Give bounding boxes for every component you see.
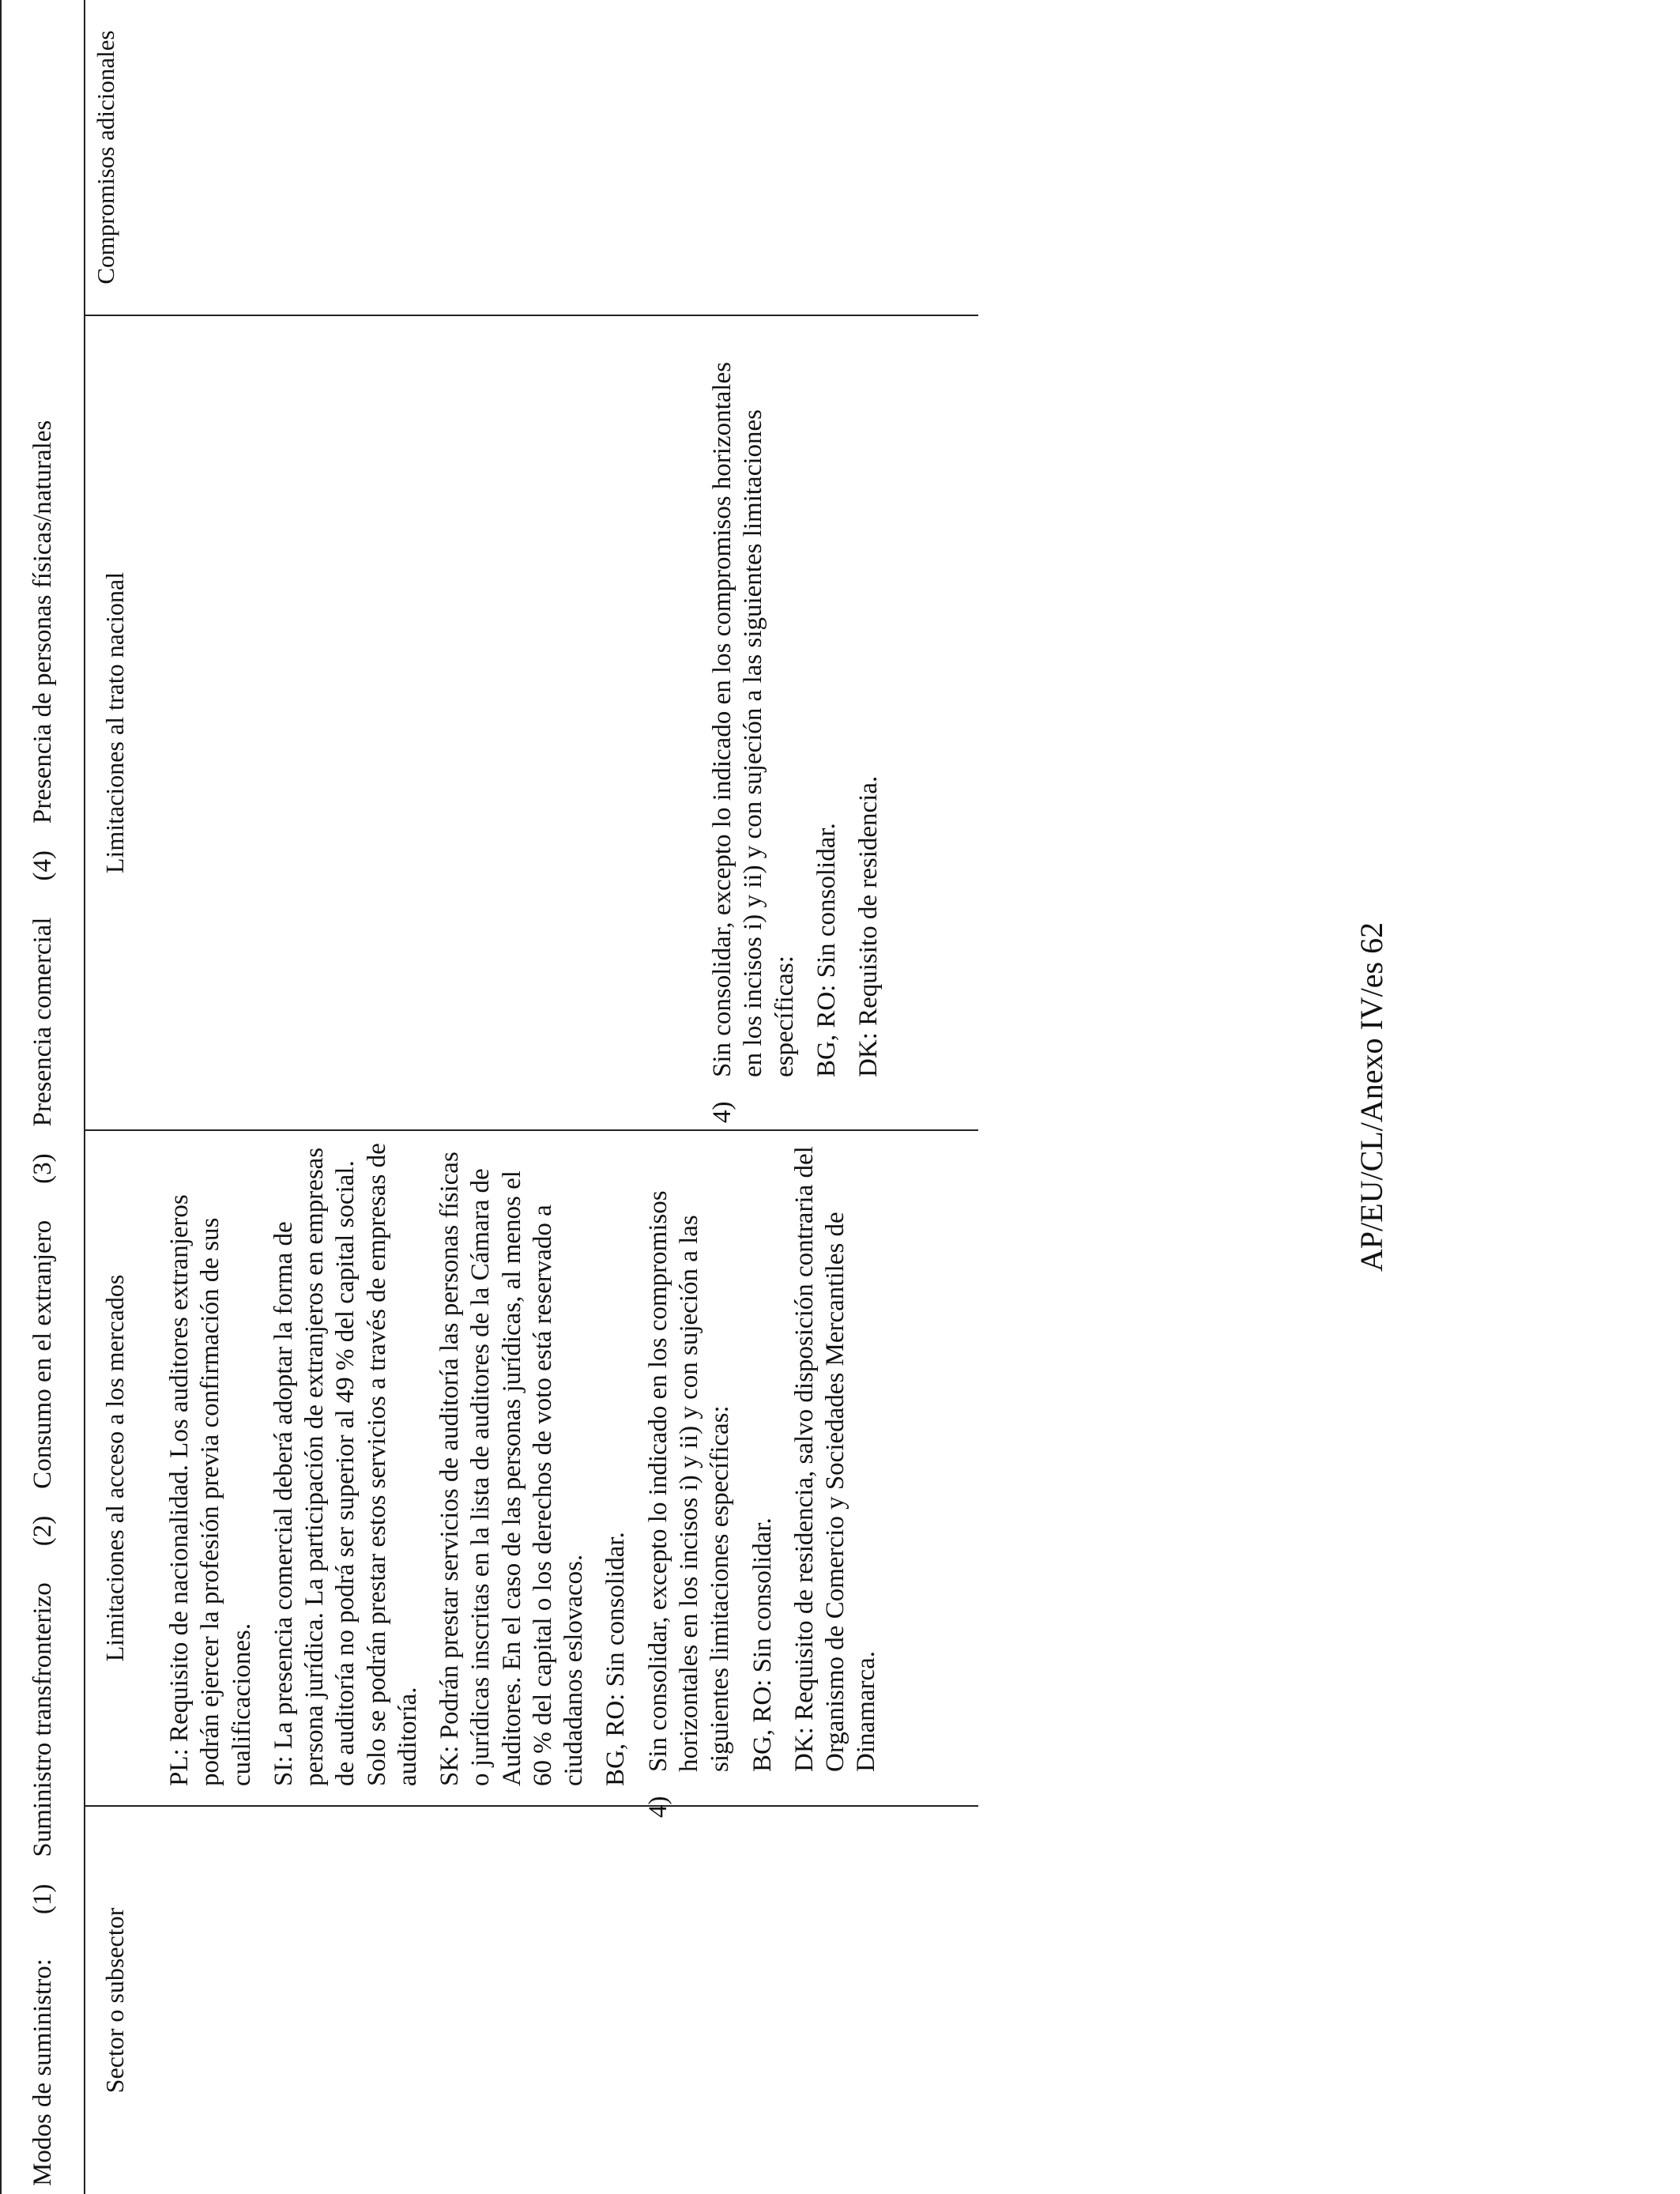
mode-3-number: (3) bbox=[28, 1153, 57, 1184]
market-access-mode4-bg-ro: BG, RO: Sin consolidar. bbox=[748, 1517, 777, 1772]
mode-1-number: (1) bbox=[28, 1883, 57, 1915]
modes-of-supply-row bbox=[0, 0, 85, 2194]
market-access-sk: SK: Podrán prestar servicios de auditoría las personas físicas o jurídicas inscritas en la lista de auditores de la Cámara de Auditores. En el caso de las personas jurídicas, al menos el 60 % del capital o los derechos de voto está reservado a ciudadanos eslovacos. bbox=[435, 1152, 589, 1786]
mode-4-label: Presencia de personas físicas/naturales bbox=[28, 420, 57, 824]
header-additional-commitments: Compromisos adicionales bbox=[92, 30, 119, 285]
national-treatment-mode4-text: Sin consolidar, excepto lo indicado en los compromisos horizontales en los incisos i) y ii) y con sujeción a las siguientes limitaciones específicas: bbox=[708, 361, 799, 1077]
header-sector: Sector o subsector bbox=[100, 1907, 129, 2094]
national-treatment-mode4-bg-ro: BG, RO: Sin consolidar. bbox=[812, 823, 841, 1077]
market-access-mode-4 bbox=[643, 1138, 883, 1818]
modes-title: Modos de suministro: bbox=[28, 1958, 57, 2186]
market-access-si: SI: La presencia comercial deberá adoptar la forma de persona jurídica. La participación de extranjeros en empresas de auditoría no podrá ser superior al 49 % del capital social. Solo se podrán prestar estos servicios a través de empresas de auditoría. bbox=[269, 1143, 422, 1786]
national-treatment-cell bbox=[707, 333, 895, 1123]
mode-4-number: (4) bbox=[28, 850, 57, 881]
column-divider bbox=[85, 1129, 978, 1131]
mode-2-number: (2) bbox=[28, 1515, 57, 1547]
header-market-access: Limitaciones al acceso a los mercados bbox=[100, 1274, 129, 1662]
page-footer: AP/EU/CL/Anexo IV/es 62 bbox=[1354, 922, 1389, 1272]
mode-4-marker: 4) bbox=[643, 1796, 672, 1818]
mode-2-label: Consumo en el extranjero bbox=[28, 1220, 57, 1489]
national-treatment-mode4-dk: DK: Requisito de residencia. bbox=[854, 775, 883, 1077]
market-access-bg-ro: BG, RO: Sin consolidar. bbox=[601, 1532, 631, 1786]
market-access-cell bbox=[164, 1138, 894, 1818]
market-access-mode4-dk: DK: Requisito de residencia, salvo disposición contraria del Organismo de Comercio y Sociedades Mercantiles de Dinamarca. bbox=[789, 1146, 881, 1772]
mode-3-label: Presencia comercial bbox=[28, 917, 57, 1127]
market-access-mode4-text: Sin consolidar, excepto lo indicado en los compromisos horizontales en los incisos i) y ii) y con sujeción a las siguientes limitaciones específicas: bbox=[643, 1190, 735, 1772]
column-divider bbox=[85, 315, 978, 316]
market-access-pl: PL: Requisito de nacionalidad. Los auditores extranjeros podrán ejercer la profesión previa confirmación de sus cualificaciones. bbox=[165, 1194, 256, 1786]
mode-4-marker: 4) bbox=[708, 1101, 736, 1123]
national-treatment-mode-4 bbox=[707, 333, 884, 1123]
mode-1-label: Suministro transfronterizo bbox=[28, 1582, 57, 1857]
header-national-treatment: Limitaciones al trato nacional bbox=[100, 571, 129, 874]
